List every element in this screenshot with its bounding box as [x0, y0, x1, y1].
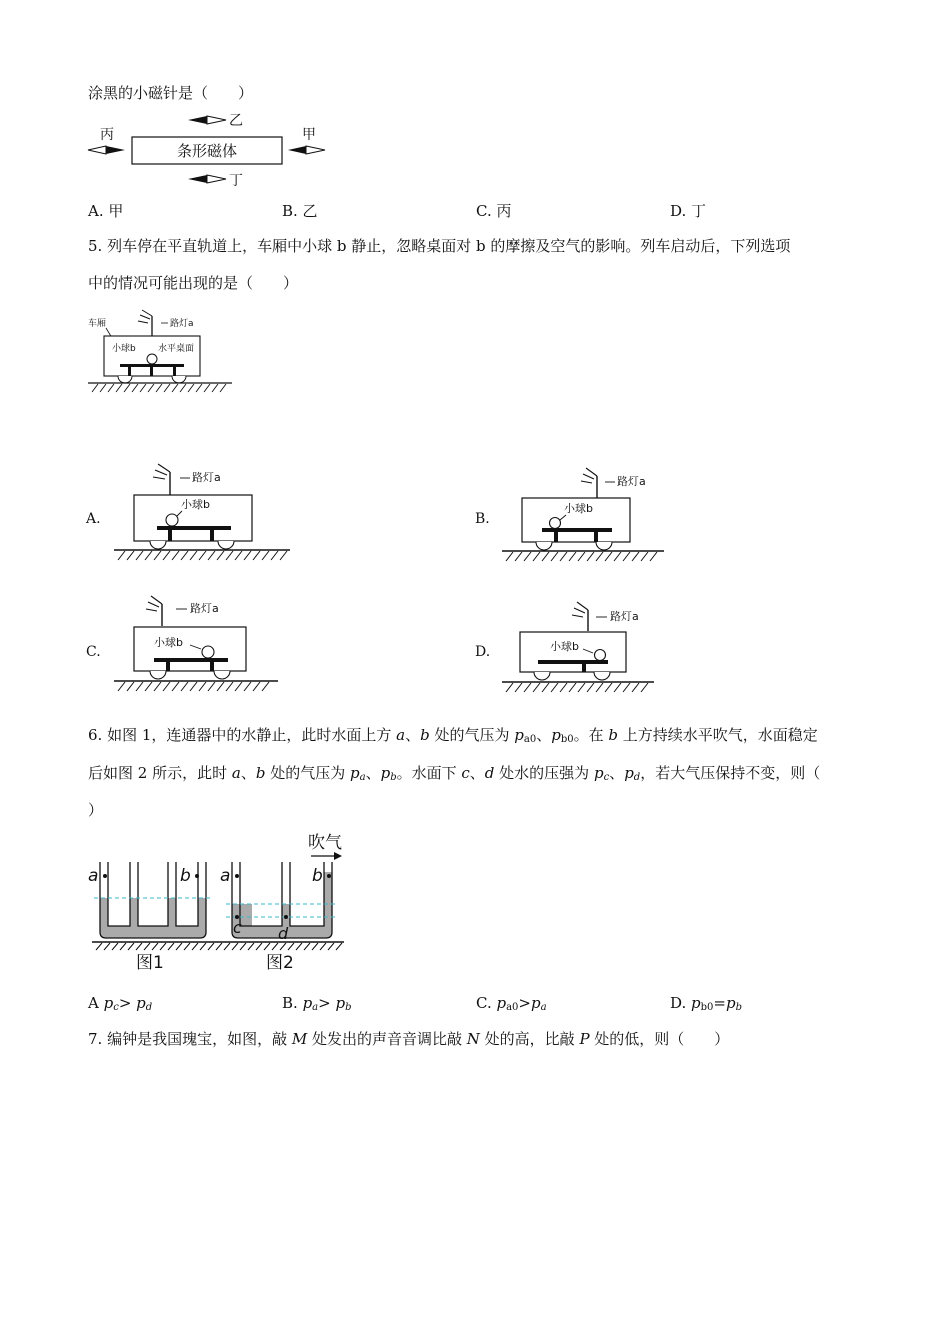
option-a-lamp-label: 路灯a: [192, 471, 221, 484]
q5-option-b-figure[interactable]: [500, 462, 668, 566]
fig1-label-b: b: [180, 866, 191, 886]
q5-option-d-figure[interactable]: [500, 596, 658, 696]
q4-option-c[interactable]: C. 丙: [476, 202, 512, 220]
q5-option-a-letter[interactable]: A.: [86, 511, 101, 527]
q4-option-a[interactable]: A. 甲: [88, 202, 124, 220]
q5-option-c-letter[interactable]: C.: [86, 644, 101, 660]
option-d-ball-label: 小球b: [550, 640, 579, 653]
q6-figure: [86, 826, 356, 976]
stem-table-label: 水平桌面: [158, 344, 195, 354]
q6-option-a[interactable]: A $p_c> p_d$: [88, 994, 153, 1013]
needle-yi-label: 乙: [229, 113, 243, 129]
q6-line3: ）: [88, 801, 104, 819]
fig2-label-b: b: [312, 866, 323, 886]
fig2-caption: 图2: [266, 953, 294, 973]
fig2-label-c: c: [233, 918, 242, 937]
q6-option-c[interactable]: C. $p_{a0}>p_a$: [476, 994, 547, 1013]
q5-option-d-letter[interactable]: D.: [475, 644, 491, 660]
q5-option-b-letter[interactable]: B.: [475, 511, 490, 527]
bar-magnet-label: 条形磁体: [176, 142, 238, 160]
q6-line2: 后如图 2 所示，此时 a、b 处的气压为 $p_a$、$p_b$。水面下 c、d 处水的压强为 $p_c$、$p_d$，若大气压保持不变，则（: [88, 764, 821, 783]
fig1-label-a: a: [88, 866, 99, 886]
q5-option-c-figure[interactable]: [112, 588, 282, 696]
stem-lamp-label: 路灯a: [170, 319, 194, 329]
q4-option-d[interactable]: D. 丁: [670, 202, 707, 220]
q5-option-a-figure[interactable]: [112, 454, 294, 566]
option-c-lamp-label: 路灯a: [190, 602, 219, 615]
q5-stem-figure: [86, 306, 236, 396]
q7-line1: 7. 编钟是我国瑰宝，如图，敲 M 处发出的声音音调比敲 N 处的高，比敲 P 处的低，则（ ）: [88, 1030, 730, 1048]
fig2-label-d: d: [278, 924, 289, 943]
option-d-lamp-label: 路灯a: [610, 610, 639, 623]
needle-yi: [188, 116, 226, 124]
stem-carriage-label: 车厢: [88, 319, 107, 329]
q6-line1: 6. 如图 1，连通器中的水静止，此时水面上方 a、b 处的气压为 $p_{a0}$、$p_{b0}$。在 b 上方持续水平吹气，水面稳定: [88, 726, 818, 745]
fig2-label-a: a: [220, 866, 231, 886]
q6-option-b[interactable]: B. $p_a> p_b$: [282, 994, 352, 1013]
needle-jia: [288, 146, 325, 154]
q6-option-d[interactable]: D. $p_{b0}=p_b$: [670, 994, 742, 1013]
option-c-ball-label: 小球b: [154, 636, 183, 649]
option-b-lamp-label: 路灯a: [617, 475, 646, 488]
needle-bing-label: 丙: [100, 127, 114, 143]
needle-jia-label: 甲: [302, 127, 316, 143]
fig1-vessel: [94, 862, 212, 938]
option-a-ball-label: 小球b: [181, 498, 210, 511]
option-b-ball-label: 小球b: [564, 502, 593, 515]
q5-line1: 5. 列车停在平直轨道上，车厢中小球 b 静止，忽略桌面对 b 的摩擦及空气的影响。列车启动后，下列选项: [88, 237, 791, 255]
needle-ding-label: 丁: [229, 173, 243, 189]
q4-magnet-figure: [86, 108, 336, 190]
stem-ball-label: 小球b: [112, 344, 136, 354]
q4-option-b[interactable]: B. 乙: [282, 202, 318, 220]
fig1-caption: 图1: [136, 953, 164, 973]
needle-ding: [188, 175, 226, 183]
needle-bing: [88, 146, 125, 154]
q5-line2: 中的情况可能出现的是（ ）: [88, 274, 299, 292]
blow-label: 吹气: [308, 833, 342, 853]
q4-stem-tail: 涂黑的小磁针是（ ）: [88, 84, 254, 102]
